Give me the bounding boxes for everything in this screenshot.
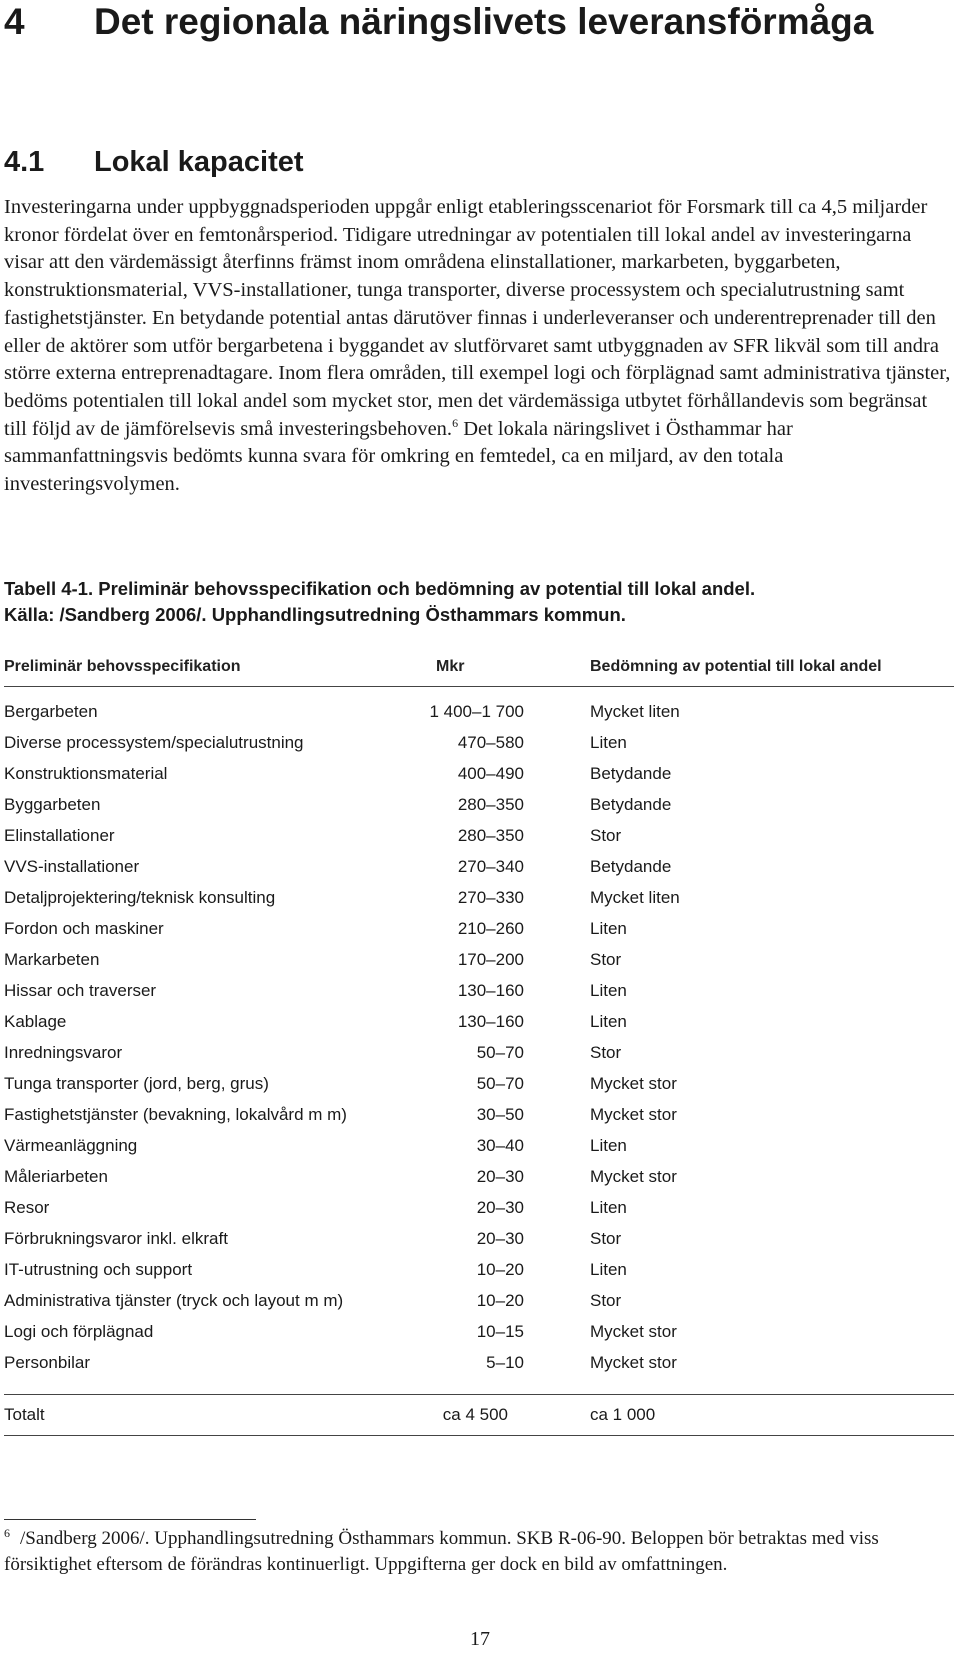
table-row [4,1223,954,1254]
footnote-text: /Sandberg 2006/. Upphandlingsutredning Östhammars kommun. SKB R-06-90. Beloppen bör betraktas med viss försiktighet eftersom de förändras kontinuerligt. Uppgifterna ger dock en bild av omfattningen. [4,1528,879,1575]
row-assessment: Stor [590,826,622,845]
footnote-separator [4,1519,256,1520]
row-mkr: 50–70 [476,1043,524,1062]
row-spec: Administrativa tjänster (tryck och layout m m) [4,1291,344,1310]
row-mkr: 10–15 [476,1322,524,1341]
table-row [4,1285,954,1316]
table-row [4,1099,954,1130]
row-spec: VVS-installationer [4,857,140,876]
row-assessment: Betydande [590,857,672,876]
row-assessment: Mycket stor [590,1353,677,1372]
row-mkr: 210–260 [457,919,524,938]
chapter-heading [4,0,873,44]
row-mkr: 20–30 [476,1229,524,1248]
row-spec: Inredningsvaror [4,1043,123,1062]
body-text-part-1: Investeringarna under uppbyggnadsperioden uppgår enligt etableringsscenariot för Forsmark till ca 4,5 miljarder kronor fördelat över en femtonårsperiod. Tidigare utredningar av potentialen till lokal andel av investeringarna visar att den värdemässigt återfinns främst inom områdena elinstallationer, markarbeten, byggarbeten, konstruktionsmaterial, VVS-installationer, tunga transporter, diverse processystem och specialutrustning samt fastighetstjänster. En betydande potential antas därutöver finnas i underleveranser och underentreprenader till den eller de aktörer som utför bergarbetena i byggandet av slutförvaret samt utbyggnaden av SFR likväl som till andra större externa entreprenadtagare. Inom flera områden, till exempel logi och förplägnad samt administrativa tjänster, bedöms potentialen till lokal andel som mycket stor, men det värdemässiga utbytet förhållandevis som begränsat till följd av de jämförelsevis små investeringsbehoven. [4,196,951,440]
row-spec: Logi och förplägnad [4,1322,154,1341]
row-mkr: 400–490 [457,764,524,783]
table-row [4,944,954,975]
row-mkr: 1 400–1 700 [429,702,524,721]
row-mkr: 30–50 [476,1105,524,1124]
footnote-number: 6 [4,1525,10,1540]
table-row [4,851,954,882]
row-assessment: Mycket stor [590,1105,677,1124]
row-mkr: 20–30 [476,1198,524,1217]
chapter-number: 4 [4,1,25,42]
row-mkr: 280–350 [457,795,524,814]
row-spec: IT-utrustning och support [4,1260,193,1279]
row-spec: Resor [4,1198,50,1217]
table-caption-line-2: Källa: /Sandberg 2006/. Upphandlingsutredning Östhammars kommun. [4,604,626,625]
table-row [4,1254,954,1285]
data-table [4,652,954,1378]
row-assessment: Liten [590,919,627,938]
row-spec: Kablage [4,1012,67,1031]
chapter-title: Det regionala näringslivets leveransförmåga [94,1,874,42]
row-assessment: Mycket liten [590,888,680,907]
row-spec: Konstruktionsmaterial [4,764,168,783]
header-mkr: Mkr [436,658,465,675]
row-assessment: Mycket stor [590,1167,677,1186]
table-row [4,1192,954,1223]
table-row [4,758,954,789]
total-assessment: ca 1 000 [590,1405,656,1424]
table-row [4,1068,954,1099]
table-row [4,1006,954,1037]
row-spec: Elinstallationer [4,826,115,845]
row-spec: Detaljprojektering/teknisk konsulting [4,888,276,907]
footnote-reference: 6 [452,415,459,430]
row-spec: Fordon och maskiner [4,919,164,938]
total-spec: Totalt [4,1405,45,1424]
table-row [4,1037,954,1068]
table-row [4,913,954,944]
row-mkr: 470–580 [457,733,524,752]
table-caption-line-1: Tabell 4-1. Preliminär behovsspecifikation och bedömning av potential till lokal andel. [4,578,756,599]
row-mkr: 10–20 [476,1260,524,1279]
row-spec: Måleriarbeten [4,1167,108,1186]
row-mkr: 130–160 [457,1012,524,1031]
row-assessment: Liten [590,733,627,752]
row-mkr: 270–340 [457,857,524,876]
table-row [4,727,954,758]
row-mkr: 170–200 [457,950,524,969]
row-assessment: Mycket stor [590,1322,677,1341]
row-spec: Värmeanläggning [4,1136,138,1155]
table-body [4,687,954,1378]
row-spec: Diverse processystem/specialutrustning [4,733,304,752]
table-row [4,1347,954,1378]
row-mkr: 10–20 [476,1291,524,1310]
row-assessment: Liten [590,1012,627,1031]
row-assessment: Liten [590,981,627,1000]
row-assessment: Betydande [590,795,672,814]
table-row [4,696,954,727]
row-spec: Hissar och traverser [4,981,157,1000]
table-header [4,652,954,687]
table-total-row [4,1399,954,1430]
row-spec: Fastighetstjänster (bevakning, lokalvård m m) [4,1105,347,1124]
total-mkr: ca 4 500 [442,1405,508,1424]
row-mkr: 270–330 [457,888,524,907]
row-spec: Bergarbeten [4,702,98,721]
section-number: 4.1 [4,146,45,178]
row-assessment: Liten [590,1136,627,1155]
row-assessment: Liten [590,1260,627,1279]
table-row [4,1130,954,1161]
table-bottom-border [4,1435,954,1436]
row-assessment: Stor [590,950,622,969]
row-mkr: 280–350 [457,826,524,845]
section-title: Lokal kapacitet [94,146,304,178]
header-spec: Preliminär behovsspecifikation [4,658,241,675]
header-assessment: Bedömning av potential till lokal andel [590,658,882,675]
table-row [4,789,954,820]
body-paragraph [4,194,954,499]
row-assessment: Stor [590,1291,622,1310]
row-spec: Byggarbeten [4,795,101,814]
row-mkr: 5–10 [486,1353,524,1372]
row-spec: Markarbeten [4,950,100,969]
row-assessment: Betydande [590,764,672,783]
row-spec: Personbilar [4,1353,90,1372]
table-row [4,1161,954,1192]
row-assessment: Liten [590,1198,627,1217]
row-assessment: Mycket stor [590,1074,677,1093]
row-mkr: 20–30 [476,1167,524,1186]
footnote [4,1526,956,1578]
row-assessment: Mycket liten [590,702,680,721]
row-assessment: Stor [590,1043,622,1062]
row-mkr: 50–70 [476,1074,524,1093]
table-caption [4,576,954,628]
table-row [4,1316,954,1347]
section-heading [4,144,304,180]
table-row [4,882,954,913]
row-mkr: 30–40 [476,1136,524,1155]
table-row [4,975,954,1006]
row-mkr: 130–160 [457,981,524,1000]
page-number: 17 [470,1628,490,1650]
row-spec: Förbrukningsvaror inkl. elkraft [4,1229,228,1248]
row-spec: Tunga transporter (jord, berg, grus) [4,1074,269,1093]
table-row [4,820,954,851]
row-assessment: Stor [590,1229,622,1248]
body-text-part-2: Det lokala näringslivet i Östhammar har sammanfattningsvis bedömts kunna svara för omkring en femtedel, ca en miljard, av den totala investeringsvolymen. [4,417,793,496]
total-divider [4,1394,954,1395]
